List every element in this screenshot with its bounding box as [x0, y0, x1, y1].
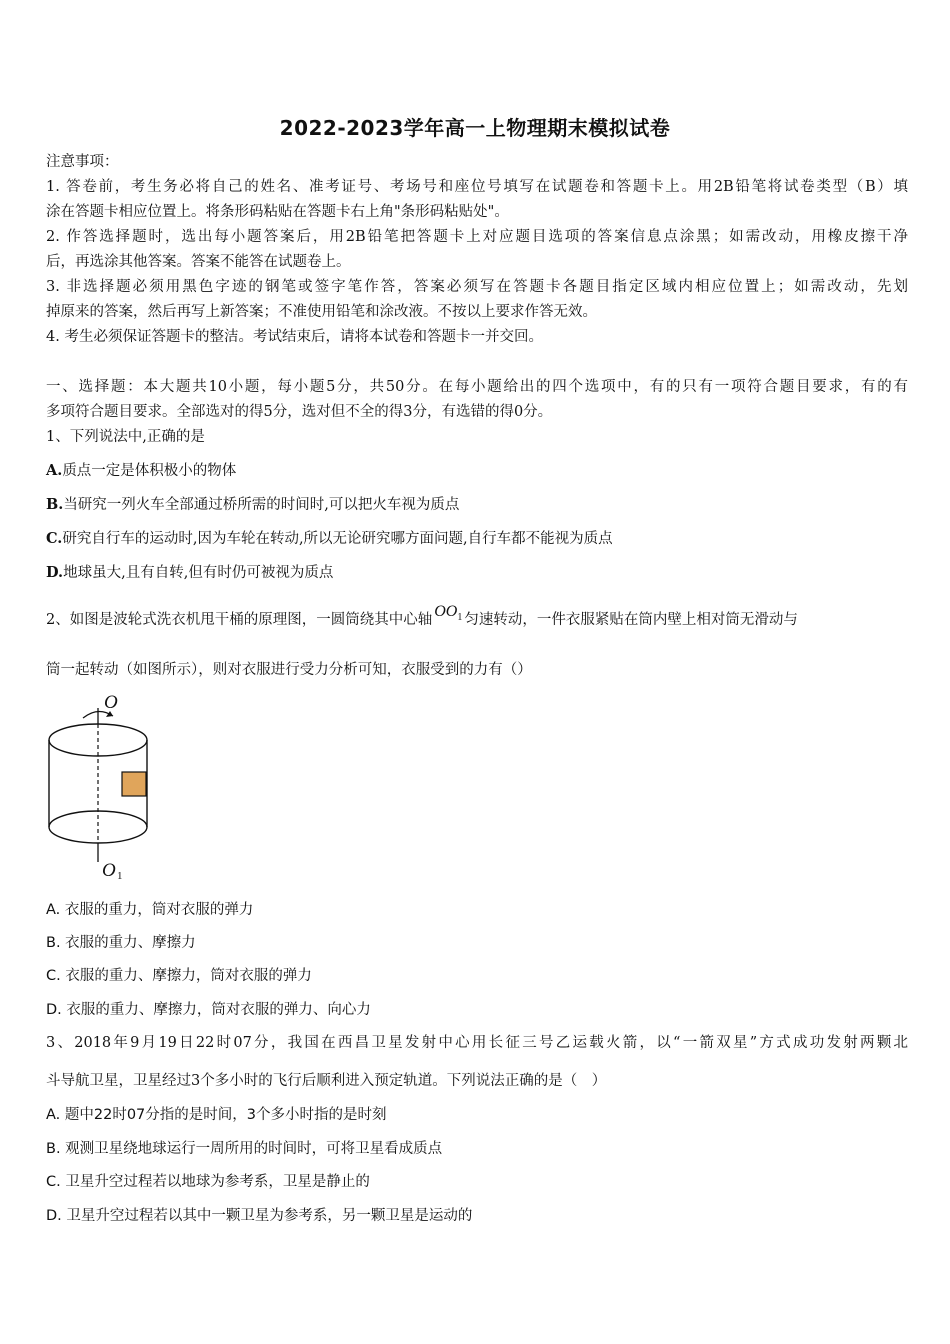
- cloth-piece: [122, 772, 146, 796]
- question-3-option-b: B. 观测卫星绕地球运行一周所用的时间时，可将卫星看成质点: [46, 1141, 443, 1157]
- option-text: 质点一定是体积极小的物体: [62, 463, 237, 479]
- axis-bottom-subscript: 1: [117, 870, 123, 882]
- option-text: 研究自行车的运动时,因为车轮在转动,所以无论研究哪方面问题,自行车都不能视为质点: [62, 531, 613, 547]
- question-2-option-a: A. 衣服的重力，筒对衣服的弹力: [46, 902, 254, 918]
- axis-top-label: O: [104, 692, 118, 713]
- question-1-stem: 1、下列说法中,正确的是: [46, 429, 205, 445]
- section-heading: 一、选择题：本大题共10小题，每小题5分，共50分。在每小题给出的四个选项中，有的只有一项符合题目要求，有的有: [46, 379, 908, 395]
- option-letter: C.: [46, 530, 63, 547]
- question-3-option-a: A. 题中22时07分指的是时间，3个多小时指的是时刻: [46, 1107, 387, 1123]
- question-3-stem: 3、2018年9月19日22时07分，我国在西昌卫星发射中心用长征三号乙运载火箭，以“一箭双星”方式成功发射两颗北: [46, 1035, 908, 1051]
- question-2-option-d: D. 衣服的重力、摩擦力，筒对衣服的弹力、向心力: [46, 1002, 371, 1018]
- stem-text: 2、如图是波轮式洗衣机甩干桶的原理图，一圆筒绕其中心轴: [46, 612, 433, 628]
- question-1-option-b: [46, 495, 908, 515]
- question-1-option-c: [46, 529, 908, 549]
- question-1-option-d: [46, 563, 908, 583]
- notice-line: 2. 作答选择题时，选出每小题答案后，用2B铅笔把答题卡上对应题目选项的答案信息点涂黑；如需改动，用橡皮擦干净: [46, 229, 908, 245]
- option-text: 地球虽大,且有自转,但有时仍可被视为质点: [63, 565, 334, 581]
- notice-line: 掉原来的答案，然后再写上新答案；不准使用铅笔和涂改液。不按以上要求作答无效。: [46, 304, 597, 320]
- notice-line: 4. 考生必须保证答题卡的整洁。考试结束后，请将本试卷和答题卡一并交回。: [46, 329, 543, 345]
- page-title: 2022-2023学年高一上物理期末模拟试卷: [279, 116, 671, 140]
- notice-line: 涂在答题卡相应位置上。将条形码粘贴在答题卡右上角"条形码粘贴处"。: [46, 204, 509, 220]
- question-2-option-b: B. 衣服的重力、摩擦力: [46, 935, 196, 951]
- question-2-stem-cont: 筒一起转动（如图所示），则对衣服进行受力分析可知，衣服受到的力有（）: [46, 662, 532, 678]
- stem-text: 匀速转动，一件衣服紧贴在筒内壁上相对筒无滑动与: [464, 612, 798, 628]
- notice-line: 3. 非选择题必须用黑色字迹的钢笔或签字笔作答，答案必须写在答题卡各题目指定区域内相应位置上；如需改动，先划: [46, 279, 908, 295]
- option-letter: B.: [46, 496, 64, 513]
- question-2-stem: [46, 603, 908, 636]
- section-heading-cont: 多项符合题目要求。全部选对的得5分，选对但不全的得3分，有选错的得0分。: [46, 404, 553, 420]
- option-letter: D.: [46, 564, 64, 581]
- spin-dryer-diagram: [40, 686, 160, 886]
- question-2-option-c: C. 衣服的重力、摩擦力，筒对衣服的弹力: [46, 968, 312, 984]
- notice-line: 1. 答卷前，考生务必将自己的姓名、准考证号、考场号和座位号填写在试题卷和答题卡上。用2B铅笔将试卷类型（B）填: [46, 179, 908, 195]
- question-3-option-c: C. 卫星升空过程若以地球为参考系，卫星是静止的: [46, 1174, 370, 1190]
- question-3-stem-cont: 斗导航卫星，卫星经过3个多小时的飞行后顺利进入预定轨道。下列说法正确的是（ ）: [46, 1073, 607, 1089]
- axis-bottom-label: O: [102, 860, 116, 881]
- axis-subscript: 1: [457, 612, 463, 624]
- question-3-option-d: D. 卫星升空过程若以其中一颗卫星为参考系，另一颗卫星是运动的: [46, 1208, 473, 1224]
- axis-symbol: [434, 603, 463, 624]
- notice-heading: 注意事项：: [46, 154, 119, 170]
- notice-line: 后，再选涂其他答案。答案不能答在试题卷上。: [46, 254, 351, 270]
- axis-letters: OO: [434, 603, 458, 620]
- option-letter: A.: [46, 462, 63, 479]
- option-text: 当研究一列火车全部通过桥所需的时间时,可以把火车视为质点: [63, 497, 460, 513]
- question-1-option-a: [46, 461, 908, 481]
